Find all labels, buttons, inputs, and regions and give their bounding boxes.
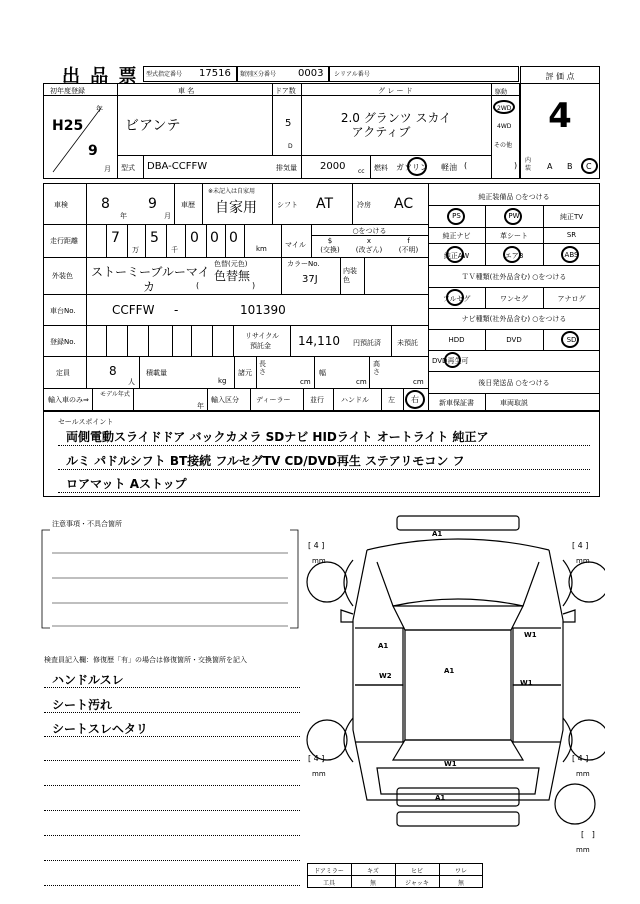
note-item-1: ハンドルスレ [52, 673, 124, 687]
mileage-man: 万 [132, 246, 139, 254]
import-type-label: 輸入区分 [211, 396, 239, 404]
inspection-month: 9 [148, 196, 157, 212]
equip-pw-circle [504, 208, 522, 225]
inspection-year-unit: 年 [120, 212, 127, 220]
drive-4wd: 4WD [497, 123, 512, 130]
import-dealer: ディーラー [256, 396, 291, 404]
caution-label: 注意事項・不具合箇所 [52, 520, 122, 528]
equip-abs-circle [561, 246, 579, 263]
recycle-label-2: 預託金 [250, 342, 271, 350]
mark-right-rear-door: W1 [520, 679, 533, 687]
tire-front-left-unit: mm [312, 557, 326, 565]
interior-label: 内装 [525, 157, 532, 172]
unknown-label: (不明) [398, 246, 419, 254]
capacity-value: 8 [109, 364, 117, 378]
history-label: 車歴 [181, 201, 195, 209]
mark-rear-bumper: A1 [435, 794, 446, 802]
fuel-gasoline: ガソリン [396, 163, 428, 172]
tire-spare: [ ] [581, 830, 595, 839]
navi-title: ナビ種類(社外品含む) ○をつける [461, 315, 567, 323]
inspection-month-unit: 月 [164, 212, 171, 220]
handle-label: ハンドル [341, 396, 369, 404]
mark-right-front-door: W1 [524, 631, 537, 639]
capacity-label: 定員 [56, 369, 70, 377]
drive-2wd: 2WD [497, 105, 512, 112]
mile-label: マイル [285, 241, 306, 249]
mileage-km: km [256, 245, 267, 253]
ac-value: AC [394, 196, 414, 212]
mileage-circle-note: ○をつける [352, 227, 387, 235]
history-note: ※未記入は自家用 [208, 188, 256, 195]
grade-label: グ レ ー ド [378, 87, 413, 95]
fuel-paren-open: ( [464, 161, 468, 170]
sales-line-2: ルミ パドルシフト BT接続 フルセグTV CD/DVD再生 ステアリモコン フ [66, 454, 465, 468]
first-reg-year-unit: 年 [96, 105, 103, 113]
fuel-label: 燃料 [374, 164, 388, 172]
sales-label: セールスポイント [58, 418, 114, 426]
legend-tools-value: 無 [369, 880, 376, 887]
equip-aw-circle [446, 246, 464, 263]
mileage-label: 走行距離 [50, 237, 78, 245]
interior-color-label: 内装色 [343, 267, 357, 284]
legend-jack-value: 無 [457, 880, 464, 887]
equip-tv: 純正TV [559, 213, 584, 221]
chassis-number: 101390 [240, 303, 286, 317]
color-no-value: 37J [302, 274, 318, 285]
note-item-2: シート汚れ [52, 698, 113, 712]
later-warranty: 新車保証書 [439, 399, 474, 407]
color-paren-open: ( [196, 281, 200, 290]
first-reg-month: 9 [88, 143, 98, 159]
equip-leather: 革シート [500, 232, 528, 240]
navi-dvd: DVD [506, 336, 522, 344]
chassis-prefix: CCFFW [112, 303, 155, 317]
legend-break: ワレ [454, 868, 467, 875]
length-cm: cm [300, 378, 311, 386]
capacity-unit: 人 [128, 378, 135, 386]
dvd-play: DVD再生可 [432, 357, 469, 365]
model-year-label: モデル年式 [100, 391, 130, 398]
dvd-play-circle [444, 352, 461, 368]
color-change-label: 色替(元色) [214, 260, 248, 268]
recycle-value: 14,110 [298, 334, 340, 348]
tire-rear-right-unit: mm [576, 770, 590, 778]
tire-front-right: [ 4 ] [572, 541, 589, 550]
size-label: 諸元 [238, 369, 252, 377]
handle-right-circle [405, 390, 425, 409]
interior-c-circle [581, 158, 598, 174]
chassis-dash: - [174, 303, 179, 317]
displacement-label: 排気量 [276, 164, 297, 172]
equip-navi: 純正ナビ [442, 232, 471, 240]
modified-mark: x [366, 237, 372, 245]
color-change-value: 色替無 [214, 269, 251, 283]
width-label: 幅 [319, 369, 326, 377]
interior-c: C [586, 162, 592, 171]
interior-b: B [567, 162, 573, 171]
class-label: 類別区分番号 [240, 71, 277, 78]
legend-crack: ヒビ [410, 868, 423, 875]
navi-sd: SD [566, 336, 577, 344]
equip-airbag-circle [503, 246, 521, 263]
shift-value: AT [316, 196, 334, 212]
equipment-title: 純正装備品 ○をつける [478, 193, 550, 201]
color-line1: ストーミーブルーマイ [91, 265, 210, 279]
score-value: 4 [548, 96, 572, 136]
inspector-label: 検査員記入欄：修復歴「有」の場合は修復箇所・交換箇所を記入 [44, 656, 247, 664]
drive-2wd-circle [493, 100, 515, 114]
mark-roof: A1 [444, 667, 455, 675]
load-kg: kg [218, 377, 227, 385]
mileage-sen: 千 [171, 246, 178, 254]
color-no-label: カラーNo. [287, 260, 320, 268]
color-line2: カ [143, 280, 156, 294]
grade-line2: アクティブ [351, 125, 411, 139]
import-parallel: 並行 [310, 396, 324, 404]
sales-line-1: 両側電動スライドドア バックカメラ SDナビ HIDライト オートライト 純正ア [66, 430, 489, 444]
handle-left: 左 [388, 396, 395, 404]
equip-pw: PW [508, 212, 520, 220]
name-label: 車 名 [178, 87, 195, 95]
tire-front-right-unit: mm [576, 557, 590, 565]
drive-other: その他 [494, 142, 513, 149]
fuel-gasoline-circle [407, 157, 427, 176]
inspection-label: 車検 [54, 201, 68, 209]
doc-title: 出 品 票 [62, 66, 139, 87]
height-label: 高さ [373, 360, 380, 376]
mark-rear: W1 [444, 760, 457, 768]
tire-rear-left-unit: mm [312, 770, 326, 778]
equip-airbag: エアB [504, 252, 524, 260]
legend-mirror: ドアミラー [314, 868, 344, 875]
inspection-year: 8 [101, 196, 110, 212]
mileage-digit-3: 0 [190, 230, 199, 246]
first-reg-value: H25 [52, 118, 84, 134]
color-paren-close: ) [252, 281, 256, 290]
recycle-paid: 円預託済 [353, 339, 381, 347]
handle-right: 右 [411, 395, 419, 404]
history-value: 自家用 [215, 200, 257, 216]
mileage-digit-1: 7 [111, 230, 120, 246]
recycle-unpaid: 未預託 [397, 339, 418, 347]
serial-label: シリアル番号 [334, 71, 370, 78]
tv-fullseg-circle [446, 289, 464, 306]
fuel-paren-close: ) [514, 161, 518, 170]
score-label: 評 価 点 [545, 72, 575, 81]
first-reg-month-unit: 月 [104, 165, 111, 173]
equip-sr: SR [566, 231, 577, 239]
mileage-digit-5: 0 [229, 230, 238, 246]
navi-sd-circle [561, 331, 579, 348]
mileage-digit-2: 5 [150, 230, 159, 246]
model-value: DBA-CCFFW [147, 161, 208, 172]
mileage-digit-4: 0 [210, 230, 219, 246]
mark-left-rear-door: W2 [379, 672, 392, 680]
type-cert-label: 型式指定番号 [146, 71, 183, 78]
tire-front-left: [ 4 ] [308, 541, 325, 550]
caution-bracket [40, 528, 300, 638]
unknown-mark: f [407, 237, 410, 245]
grade-line1: 2.0 グランツ スカイ [340, 111, 452, 125]
exchange-label: (交換) [320, 246, 340, 254]
tire-rear-left: [ 4 ] [308, 754, 325, 763]
length-label: 長さ [259, 360, 266, 376]
equip-abs: ABS [564, 251, 579, 259]
equip-aw: 純正AW [443, 252, 470, 260]
import-label: 輸入車のみ⇒ [48, 396, 89, 404]
drive-label: 駆動 [495, 89, 508, 96]
later-manual: 車両取説 [500, 399, 528, 407]
later-title: 後日発送品 ○をつける [478, 379, 550, 387]
type-cert-value: 17516 [199, 68, 231, 79]
sales-line-3: ロアマット Aストップ [66, 477, 187, 491]
tv-analog: アナログ [557, 295, 586, 303]
car-diagram [305, 510, 605, 840]
modified-label: (改ざん) [355, 246, 383, 254]
ac-label: 冷房 [357, 201, 371, 209]
legend-scratch: キズ [367, 868, 379, 875]
fuel-diesel: 軽油 [441, 163, 457, 172]
interior-a: A [547, 162, 553, 171]
legend-jack: ジャッキ [405, 880, 429, 887]
width-cm: cm [356, 378, 367, 386]
cc-unit: cc [358, 168, 365, 175]
shift-label: シフト [277, 201, 298, 209]
chassis-label: 車台No. [50, 307, 76, 315]
tv-title: ＴＶ種類(社外品含む) ○をつける [461, 273, 567, 281]
tire-rear-right: [ 4 ] [572, 754, 589, 763]
reg-label: 登録No. [50, 338, 76, 346]
tv-fullseg: フルセグ [442, 295, 471, 303]
color-label: 外装色 [52, 272, 73, 280]
class-value: 0003 [298, 68, 324, 79]
model-year-unit: 年 [197, 402, 204, 410]
displacement-value: 2000 [320, 161, 346, 172]
legend-tools: 工具 [322, 880, 335, 887]
note-item-3: シートスレヘタリ [52, 722, 148, 736]
equip-ps-circle [447, 208, 465, 225]
door-d: D [288, 143, 293, 150]
exchange-mark: $ [327, 237, 333, 245]
doors-label: ドア数 [275, 87, 296, 95]
recycle-label-1: リサイクル [245, 332, 280, 340]
height-cm: cm [413, 378, 424, 386]
door-count: 5 [285, 118, 292, 129]
car-name: ビアンテ [125, 118, 181, 134]
load-label: 積載量 [146, 369, 167, 377]
model-label: 型式 [121, 164, 135, 172]
navi-hdd: HDD [448, 336, 465, 344]
mark-front-bumper: A1 [432, 530, 443, 538]
first-reg-label: 初年度登録 [50, 87, 85, 95]
tire-spare-unit: mm [576, 846, 590, 854]
mark-left-front-door: A1 [378, 642, 389, 650]
tv-oneseg: ワンセグ [500, 295, 528, 303]
equip-ps: PS [452, 212, 461, 220]
